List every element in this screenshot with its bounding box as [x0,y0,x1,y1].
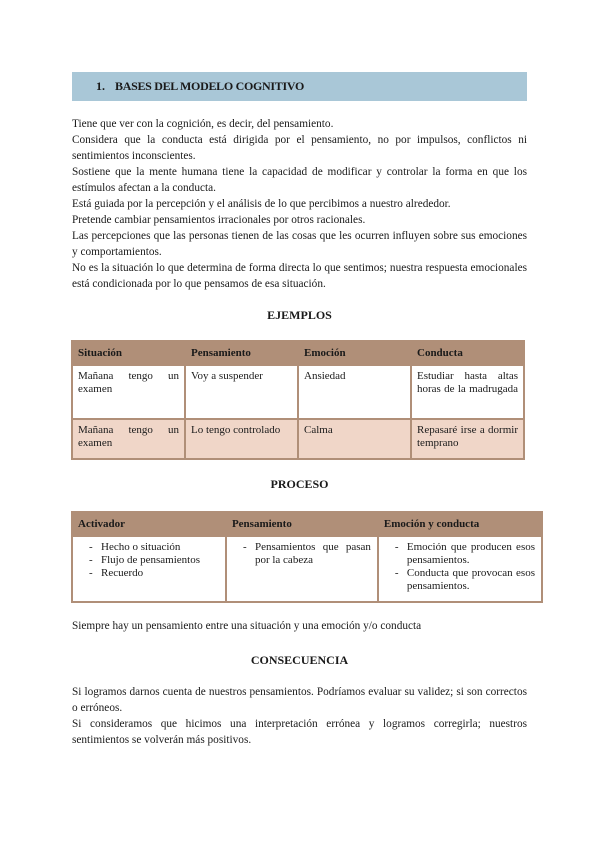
consequence-paragraph: Si consideramos que hicimos una interpretación errónea y logramos corregirla; nuestros sentimientos se volverán más positivos. [72,718,527,746]
intro-paragraph: Está guiada por la percepción y el análisis de lo que percibimos a nuestro alrededor. [72,198,451,210]
consequence-heading: CONSECUENCIA [250,653,349,667]
process-cell-emocion [379,537,541,601]
table-cell: Estudiar hasta altas horas de la madrugada [412,366,523,418]
table-cell: Ansiedad [299,366,410,418]
list-item: - Conducta que provocan esos pensamientos. [385,567,535,593]
process-table [71,511,543,603]
process-cell-activador [73,537,225,601]
table-cell: Calma [299,420,410,458]
table-row [73,420,523,458]
table-cell: Mañana tengo un examen [73,366,184,418]
list-item: - Pensamientos que pasan por la cabeza [233,541,371,567]
list-item: - Recuerdo [79,567,219,580]
intro-paragraph: Sostiene que la mente humana tiene la capacidad de modificar y controlar la forma en que los estímulos afectan a la conducta. [72,166,527,194]
examples-table [71,340,525,460]
table-cell: Voy a suspender [186,366,297,418]
intro-paragraph: Las percepciones que las personas tienen de las cosas que les ocurren influyen sobre sus emociones y comportamientos. [72,230,527,258]
consequence-paragraph: Si logramos darnos cuenta de nuestros pensamientos. Podríamos evaluar su validez; si son correctos o erróneos. [72,686,527,714]
examples-heading: EJEMPLOS [267,308,332,322]
process-heading: PROCESO [270,477,329,491]
table-cell: Repasaré irse a dormir temprano [412,420,523,458]
header-situacion: Situación [73,342,184,364]
intro-text [72,116,527,292]
header-conducta: Conducta [412,342,523,364]
header-activador: Activador [73,513,225,535]
process-row [73,537,541,601]
table-cell: Mañana tengo un examen [73,420,184,458]
header-pensamiento: Pensamiento [227,513,377,535]
list-item: - Hecho o situación [79,541,219,554]
examples-header-row [73,342,523,364]
process-header-row [73,513,541,535]
table-row [73,366,523,418]
list-item: - Flujo de pensamientos [79,554,219,567]
process-cell-pensamiento [227,537,377,601]
intro-paragraph: Pretende cambiar pensamientos irracionales por otros racionales. [72,214,366,226]
section-number: 1. [96,79,105,93]
header-pensamiento: Pensamiento [186,342,297,364]
table-cell: Lo tengo controlado [186,420,297,458]
list-item: - Emoción que producen esos pensamientos. [385,541,535,567]
process-note: Siempre hay un pensamiento entre una situación y una emoción y/o conducta [72,620,422,632]
intro-paragraph: Considera que la conducta está dirigida por el pensamiento, no por impulsos, conflictos ni sentimientos inconscientes. [72,134,527,162]
intro-paragraph: No es la situación lo que determina de forma directa lo que sentimos; nuestra respuesta emocionales está condicionada por lo que pensamos de esa situación. [72,262,527,290]
consequence-text [72,684,527,748]
header-emocion: Emoción [299,342,410,364]
intro-paragraph: Tiene que ver con la cognición, es decir, del pensamiento. [72,118,334,130]
header-emocion-conducta: Emoción y conducta [379,513,541,535]
section-title: BASES DEL MODELO COGNITIVO [115,79,305,93]
section-header [72,72,527,101]
